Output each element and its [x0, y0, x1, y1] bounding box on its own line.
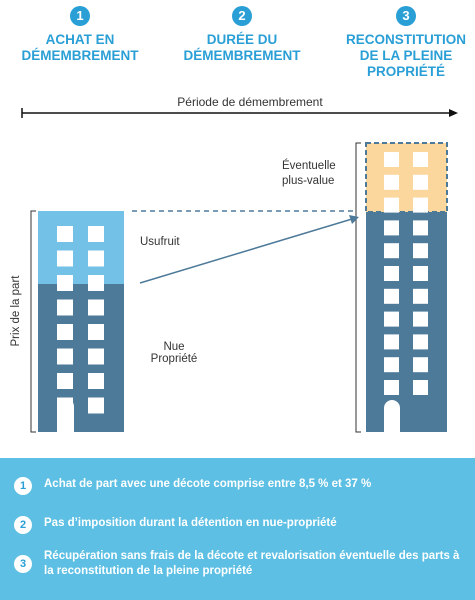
building-window [88, 300, 104, 316]
pleine-propriete-section [366, 212, 447, 432]
building-pleine-propriete [366, 143, 447, 432]
building-window [413, 220, 428, 235]
step-title-line: RECONSTITUTION [346, 32, 466, 47]
nue-propriete-section [38, 284, 124, 432]
nue-propriete-label-line: Nue [163, 341, 185, 353]
building-window [384, 220, 399, 235]
building-window [57, 324, 73, 340]
building-window [57, 251, 73, 267]
building-demembrement [38, 211, 124, 432]
building-window [413, 380, 428, 395]
building-window [57, 300, 73, 316]
point-text: Achat de part avec une décote comprise entre 8,5 % et 37 % [44, 478, 372, 490]
step-number: 3 [396, 6, 416, 26]
plus-value-label-line: Éventuelle [282, 160, 336, 172]
building-window [384, 334, 399, 349]
point-text: Récupération sans frais de la décote et revalorisation éventuelle des parts à la reconstitution de la pleine propriété [44, 550, 460, 577]
building-window [413, 152, 428, 167]
building-window [88, 349, 104, 365]
building-window [413, 266, 428, 281]
point-number: 3 [14, 555, 32, 573]
building-door [384, 400, 400, 432]
step-number: 2 [232, 6, 252, 26]
building-window [57, 275, 73, 291]
price-bracket-left [31, 211, 36, 432]
step-title-line: DE LA PLEINE [359, 48, 453, 63]
building-window [384, 243, 399, 258]
building-window [384, 152, 399, 167]
step-title-line: ACHAT EN [45, 32, 115, 47]
growth-arrow [140, 215, 359, 283]
plus-value-label [282, 159, 354, 189]
plus-value-label-line: plus-value [282, 175, 335, 187]
step-title-line: DURÉE DU [206, 32, 278, 47]
building-window [57, 373, 73, 389]
plus-value-section [366, 143, 447, 212]
building-window [88, 373, 104, 389]
building-window [88, 251, 104, 267]
step-title-line: DÉMEMBREMENT [183, 48, 301, 63]
building-window [384, 357, 399, 372]
building-window [384, 175, 399, 190]
price-bracket-right [356, 143, 361, 432]
info-point-2 [14, 516, 464, 534]
step-title-line: PROPRIÉTÉ [366, 64, 445, 79]
info-panel [0, 458, 475, 600]
building-window [88, 226, 104, 242]
building-window [413, 334, 428, 349]
info-point-1 [14, 477, 464, 495]
step-number: 1 [70, 6, 90, 26]
building-window [384, 312, 399, 327]
building-window [384, 266, 399, 281]
building-window [57, 349, 73, 365]
step-title-line: DÉMEMBREMENT [21, 48, 139, 63]
building-window [413, 357, 428, 372]
building-window [57, 226, 73, 242]
usufruit-section [38, 211, 124, 284]
building-window [413, 198, 428, 213]
usufruit-label: Usufruit [140, 236, 180, 248]
point-number: 1 [14, 477, 32, 495]
building-window [413, 175, 428, 190]
point-number: 2 [14, 516, 32, 534]
timeline-arrow [22, 108, 458, 118]
building-window [88, 324, 104, 340]
building-window [384, 289, 399, 304]
timeline-label: Période de démembrement [177, 95, 323, 109]
building-window [88, 398, 104, 414]
building-door [57, 398, 74, 432]
building-window [413, 312, 428, 327]
info-point-3 [14, 549, 464, 579]
building-window [413, 289, 428, 304]
nue-propriete-label-line: Propriété [150, 353, 198, 365]
building-window [384, 198, 399, 213]
y-axis-label: Prix de la part [10, 275, 22, 347]
point-text: Pas d’imposition durant la détention en nue-propriété [44, 517, 337, 529]
building-window [384, 380, 399, 395]
building-window [88, 275, 104, 291]
building-window [413, 243, 428, 258]
nue-propriete-label [134, 341, 214, 365]
